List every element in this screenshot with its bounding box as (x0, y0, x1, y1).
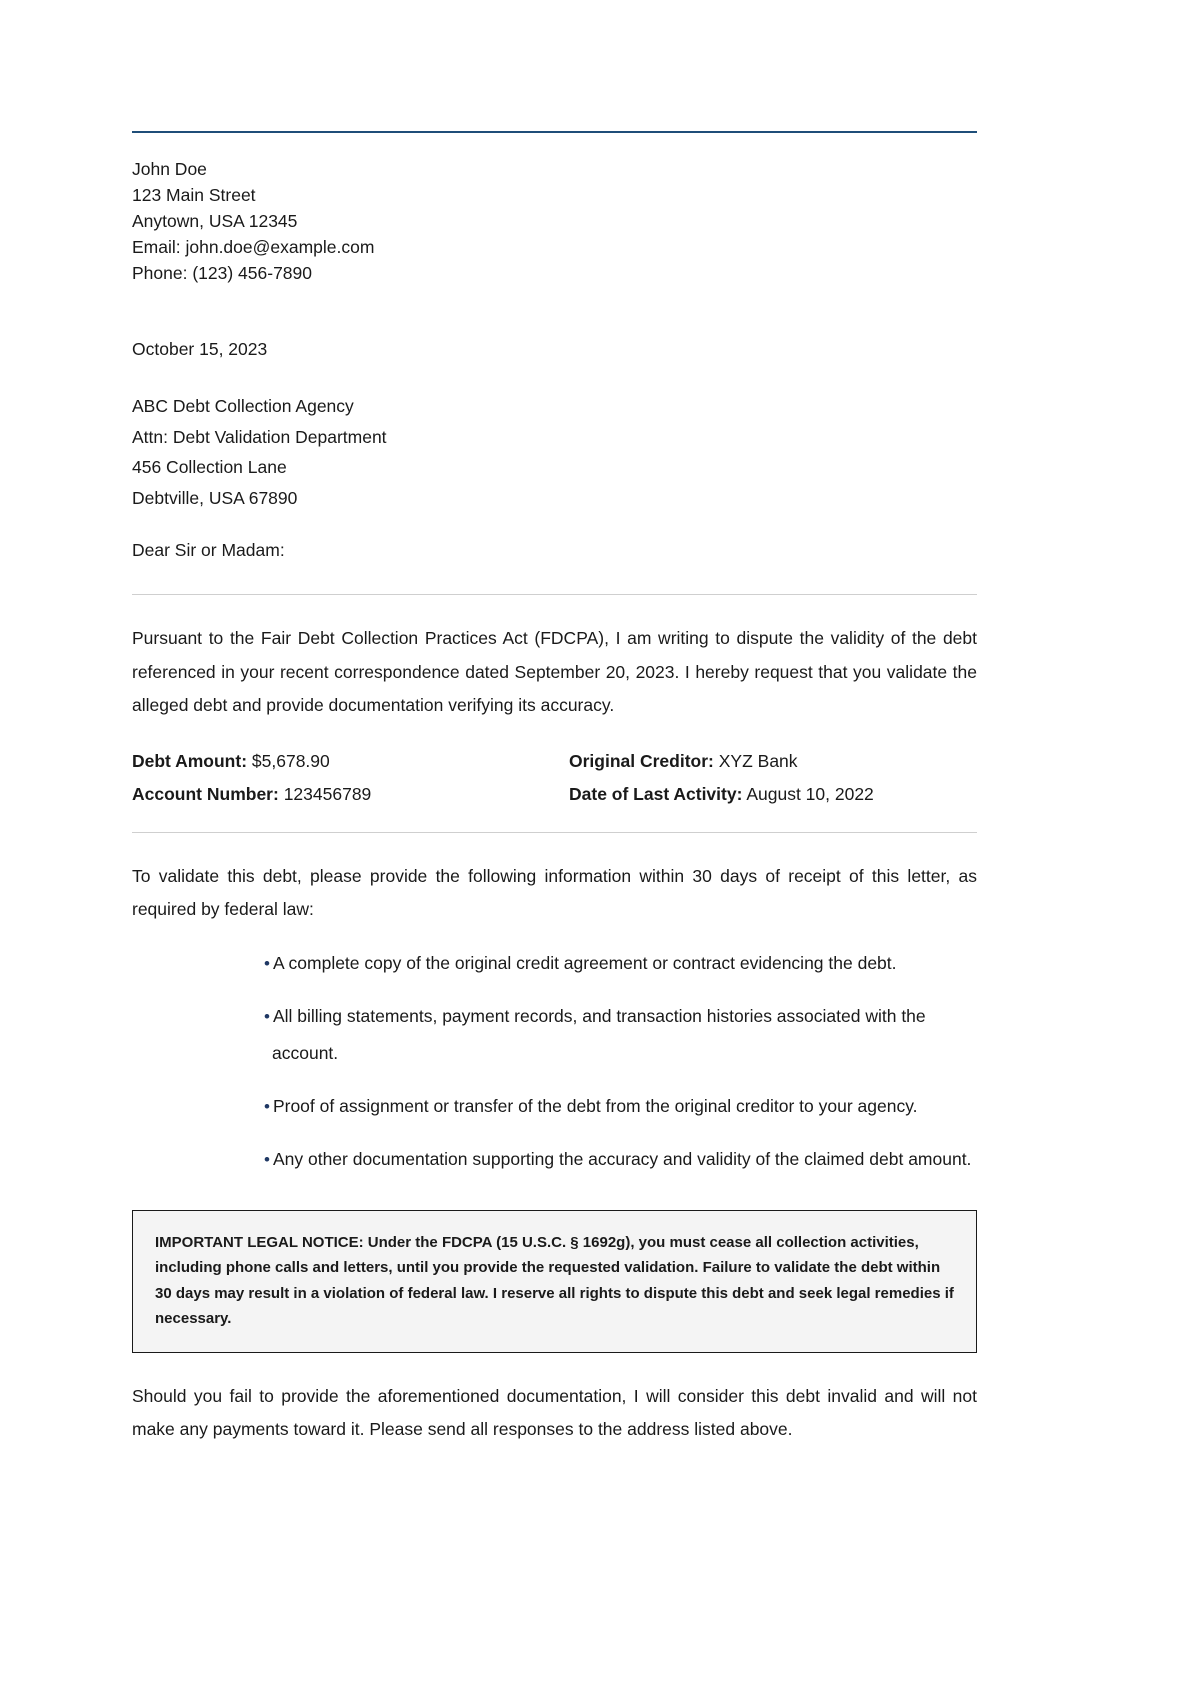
recipient-street: 456 Collection Lane (132, 457, 287, 477)
detail-account-number-value: 123456789 (283, 783, 372, 804)
requested-documents-list (132, 945, 977, 1178)
bullet-icon: • (264, 1096, 270, 1116)
detail-debt-amount-value: $5,678.90 (251, 750, 330, 771)
bullet-icon: • (264, 1006, 270, 1026)
debt-details-grid (132, 749, 977, 807)
list-item-text: Any other documentation supporting the accuracy and validity of the claimed debt amount. (272, 1148, 972, 1169)
recipient-attention: Attn: Debt Validation Department (132, 426, 387, 447)
detail-original-creditor (569, 749, 977, 774)
closing-paragraph: Should you fail to provide the aforementioned documentation, I will consider this debt invalid and will not make any payments toward it. Please send all responses to the address listed above. (132, 1385, 977, 1439)
sender-city-state-zip: Anytown, USA 12345 (132, 211, 298, 231)
list-item (132, 945, 977, 982)
detail-debt-amount-label: Debt Amount: (132, 750, 248, 771)
sender-name: John Doe (132, 159, 207, 179)
recipient-city-state-zip: Debtville, USA 67890 (132, 487, 298, 508)
sender-street: 123 Main Street (132, 185, 256, 205)
legal-notice-text: IMPORTANT LEGAL NOTICE: Under the FDCPA (15 U.S.C. § 1692g), you must cease all collection activities, including phone calls and letters, until you provide the requested validation. Failure to validate the debt within 30 days may result in a violation of federal law. I reserve all rights to dispute this debt and seek legal remedies if necessary. (155, 1233, 954, 1327)
letter-content (132, 0, 977, 1447)
list-item-text: All billing statements, payment records, and transaction histories associated with the account. (272, 1005, 926, 1063)
list-item (132, 1141, 977, 1178)
legal-notice-box (132, 1210, 977, 1353)
list-item-text: A complete copy of the original credit agreement or contract evidencing the debt. (272, 952, 897, 973)
divider-rule-top (132, 594, 977, 595)
detail-original-creditor-label: Original Creditor: (569, 750, 714, 771)
list-item (132, 1088, 977, 1125)
sender-email: Email: john.doe@example.com (132, 237, 375, 257)
bullet-icon: • (264, 1149, 270, 1169)
divider-rule-bottom (132, 832, 977, 833)
list-item-text: Proof of assignment or transfer of the debt from the original creditor to your agency. (272, 1095, 918, 1116)
detail-debt-amount (132, 749, 569, 774)
detail-date-last-activity-value: August 10, 2022 (746, 783, 874, 804)
sender-phone: Phone: (123) 456-7890 (132, 263, 312, 283)
sender-address-block (132, 156, 977, 286)
detail-original-creditor-value: XYZ Bank (718, 750, 798, 771)
salutation: Dear Sir or Madam: (132, 540, 285, 560)
detail-account-number-label: Account Number: (132, 783, 279, 804)
bullet-icon: • (264, 953, 270, 973)
list-item (132, 998, 977, 1072)
detail-account-number (132, 782, 569, 807)
request-lead-paragraph: To validate this debt, please provide the following information within 30 days of receipt of this letter, as required by federal law: (132, 865, 977, 919)
intro-paragraph: Pursuant to the Fair Debt Collection Practices Act (FDCPA), I am writing to dispute the validity of the debt referenced in your recent correspondence dated September 20, 2023. I hereby request that you validate the alleged debt and provide documentation verifying its accuracy. (132, 628, 977, 715)
recipient-company: ABC Debt Collection Agency (132, 396, 354, 416)
detail-date-last-activity (569, 782, 977, 807)
recipient-address-block (132, 391, 977, 513)
detail-date-last-activity-label: Date of Last Activity: (569, 783, 743, 804)
header-accent-rule (132, 131, 977, 133)
letter-date: October 15, 2023 (132, 339, 268, 359)
